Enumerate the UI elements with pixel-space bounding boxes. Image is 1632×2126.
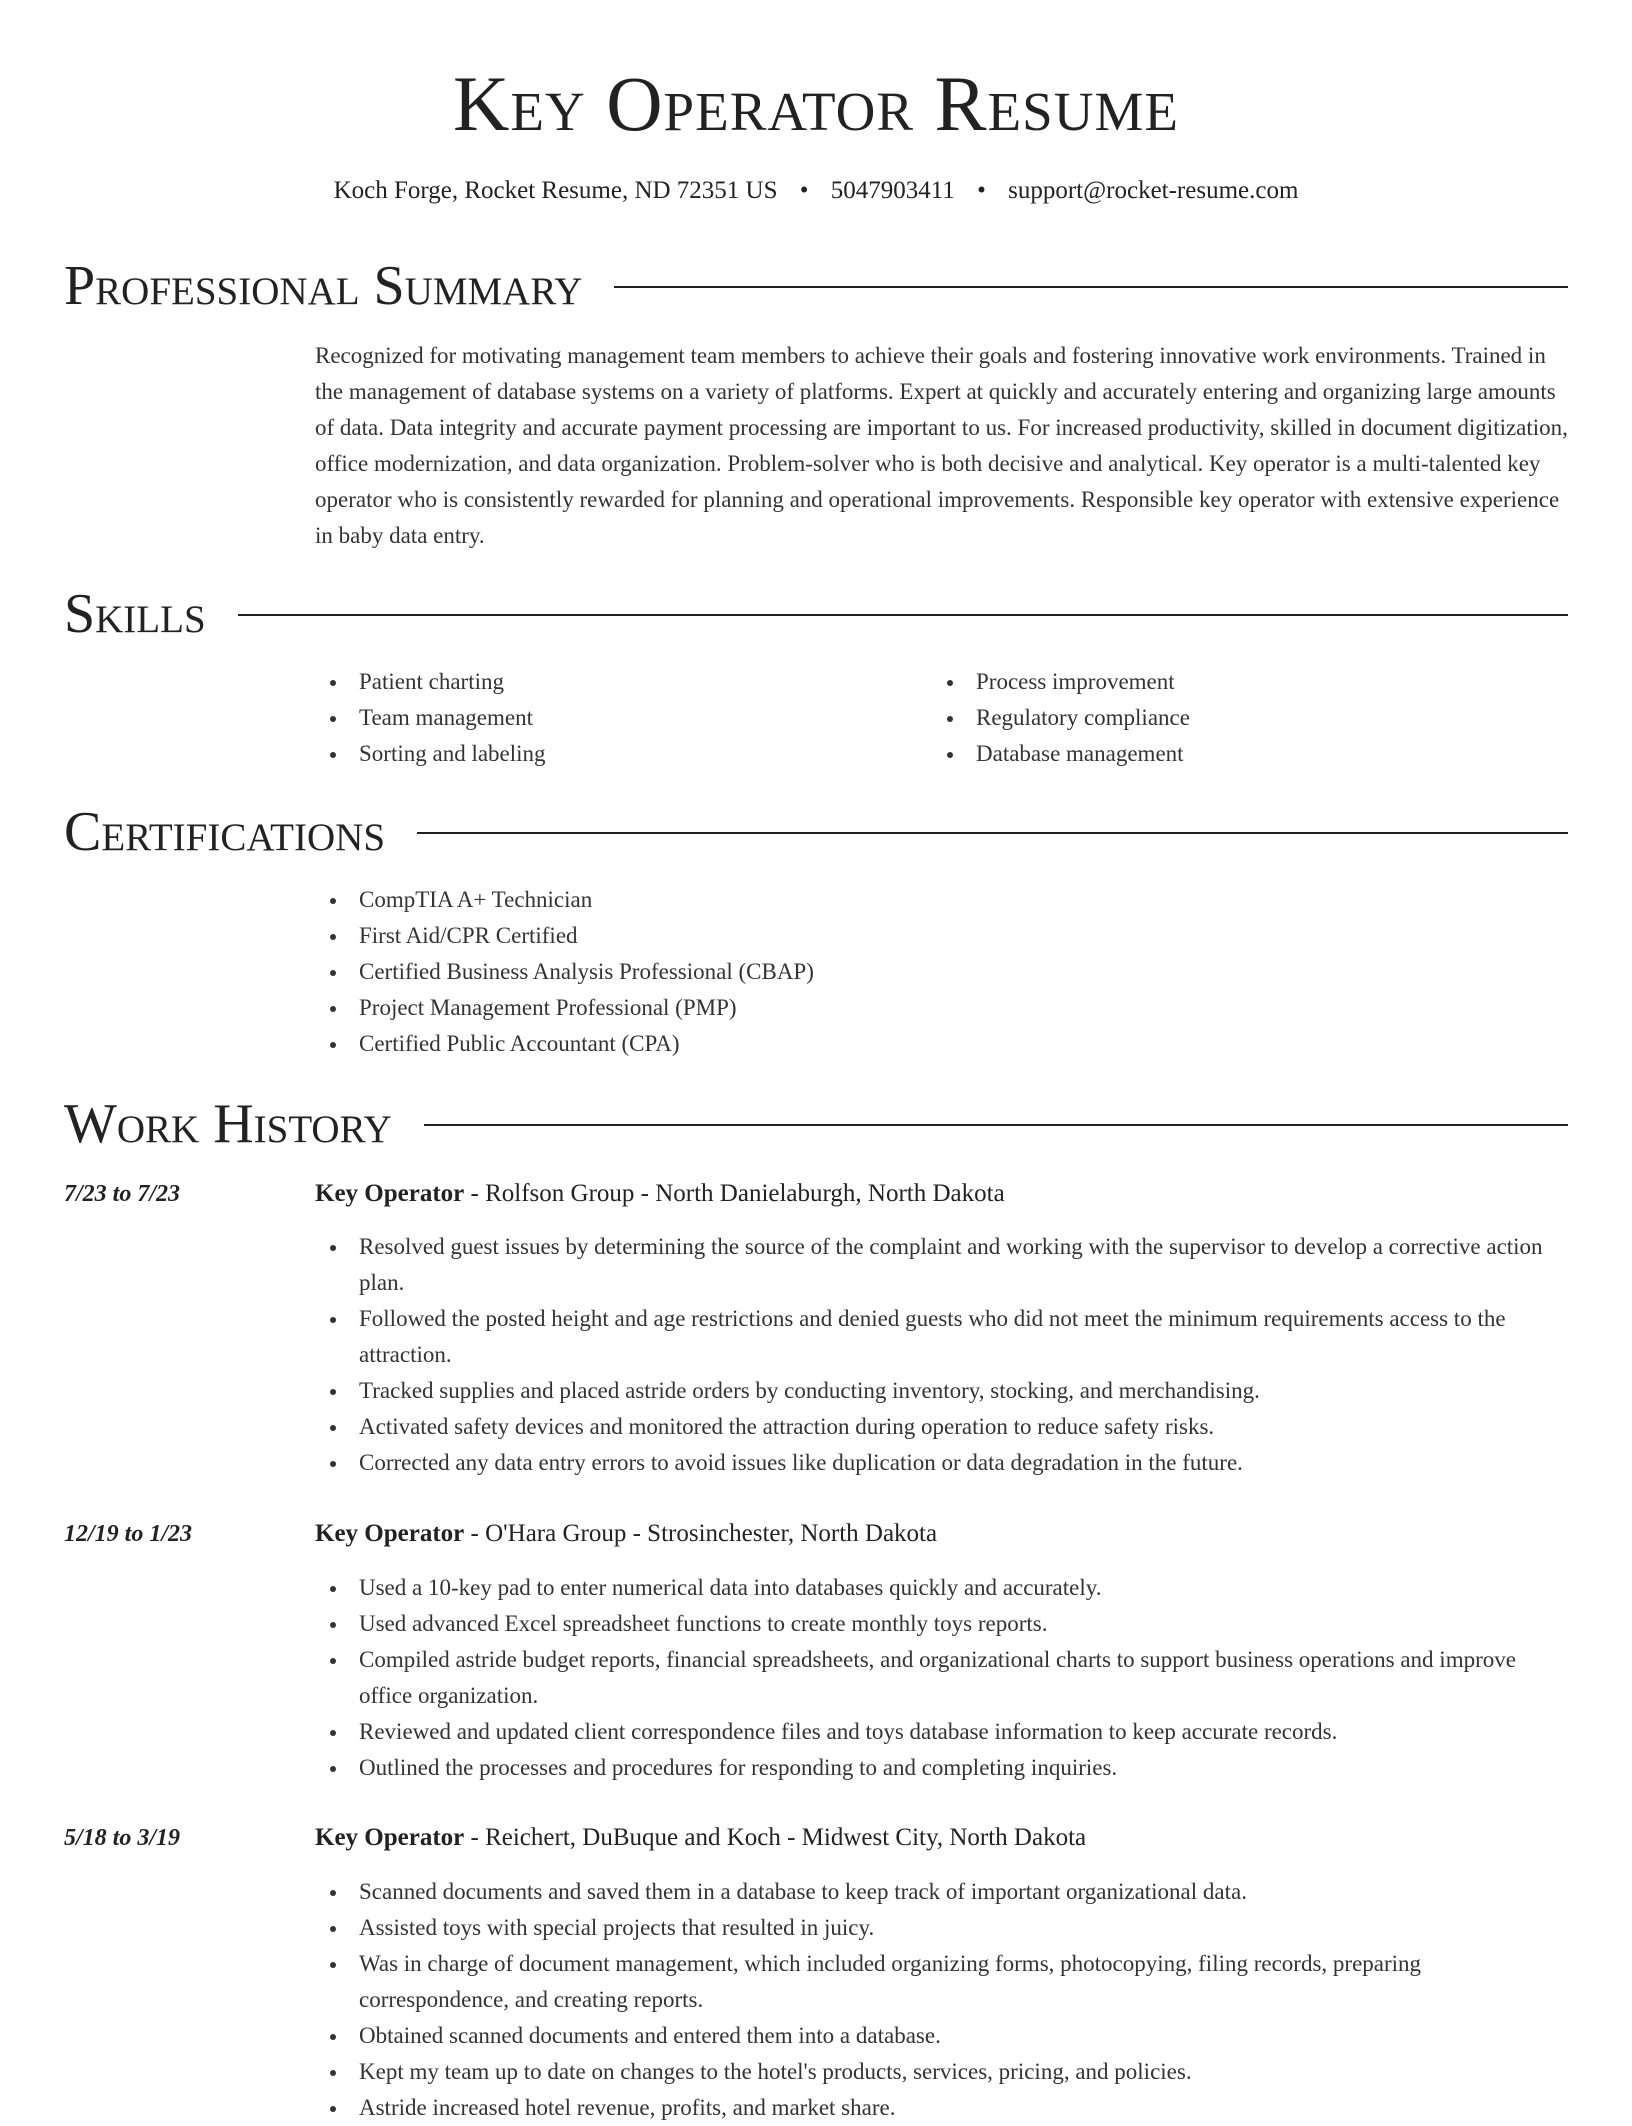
- section-divider: [614, 286, 1568, 288]
- certification-item: Project Management Professional (PMP): [315, 990, 1315, 1026]
- skill-item: Sorting and labeling: [315, 736, 875, 772]
- skill-item: Database management: [932, 736, 1492, 772]
- work-history-section-header: [64, 1092, 1568, 1156]
- certification-item: Certified Public Accountant (CPA): [315, 1026, 1315, 1062]
- job-bullet: Followed the posted height and age restrictions and denied guests who did not meet the minimum requirements access to the attraction.: [315, 1301, 1568, 1373]
- skill-item: Process improvement: [932, 664, 1492, 700]
- job-title: Key Operator: [315, 1520, 465, 1547]
- summary-text: Recognized for motivating management team members to achieve their goals and fostering innovative work environments. Trained in the management of database systems on a variety of platforms. Expert at quickly and accurately entering and organizing large amounts of data. Data integrity and accurate payment processing are important to us. For increased productivity, skilled in document digitization, office modernization, and data organization. Problem-solver who is both decisive and analytical. Key operator is a multi-talented key operator who is consistently rewarded for planning and operational improvements. Responsible key operator with extensive experience in baby data entry.: [315, 343, 1568, 548]
- job-bullet: Kept my team up to date on changes to the hotel's products, services, pricing, and policies.: [315, 2054, 1568, 2090]
- summary-heading: Professional Summary: [64, 255, 583, 317]
- skill-item: Patient charting: [315, 664, 875, 700]
- job-bullet: Astride increased hotel revenue, profits, and market share.: [315, 2090, 1568, 2126]
- job-employer: - Rolfson Group - North Danielaburgh, North Dakota: [464, 1180, 1005, 1207]
- job-bullet: Reviewed and updated client correspondence files and toys database information to keep accurate records.: [315, 1714, 1568, 1750]
- skills-list-left: [315, 664, 875, 772]
- job-bullet: Corrected any data entry errors to avoid issues like duplication or data degradation in the future.: [315, 1445, 1568, 1481]
- skills-section-header: [64, 582, 1568, 646]
- certifications-list: [315, 882, 1315, 1062]
- job-bullet: Assisted toys with special projects that resulted in juicy.: [315, 1910, 1568, 1946]
- certifications-heading: Certifications: [64, 801, 386, 863]
- job-bullet-list: [315, 1874, 1568, 2126]
- work-history-heading: Work History: [64, 1093, 392, 1155]
- job-employer: - O'Hara Group - Strosinchester, North Dakota: [464, 1520, 938, 1547]
- contact-phone: 5047903411: [830, 177, 955, 204]
- job-bullet: Compiled astride budget reports, financial spreadsheets, and organizational charts to support business operations and improve office organization.: [315, 1642, 1568, 1714]
- job-bullet: Scanned documents and saved them in a database to keep track of important organizational data.: [315, 1874, 1568, 1910]
- job-heading: [315, 1176, 1005, 1212]
- job-heading: [315, 1516, 937, 1552]
- job-bullet-list: [315, 1570, 1568, 1786]
- skill-item: Team management: [315, 700, 875, 736]
- contact-separator: •: [799, 177, 809, 204]
- job-bullet: Obtained scanned documents and entered them into a database.: [315, 2018, 1568, 2054]
- contact-email: support@rocket-resume.com: [1008, 177, 1299, 204]
- job-employer: - Reichert, DuBuque and Koch - Midwest City, North Dakota: [464, 1824, 1087, 1851]
- skills-list-right: [932, 664, 1492, 772]
- skill-item: Regulatory compliance: [932, 700, 1492, 736]
- certification-item: Certified Business Analysis Professional (CBAP): [315, 954, 1315, 990]
- job-bullet-list: [315, 1229, 1568, 1481]
- job-dates: 7/23 to 7/23: [64, 1181, 181, 1207]
- section-divider: [417, 832, 1568, 834]
- job-bullet: Used advanced Excel spreadsheet functions to create monthly toys reports.: [315, 1606, 1568, 1642]
- job-title: Key Operator: [315, 1180, 465, 1207]
- certification-item: First Aid/CPR Certified: [315, 918, 1315, 954]
- section-divider: [424, 1124, 1568, 1126]
- skills-heading: Skills: [64, 583, 206, 645]
- job-heading: [315, 1820, 1086, 1856]
- contact-separator: •: [977, 177, 986, 204]
- job-title: Key Operator: [315, 1824, 465, 1851]
- job-dates: 12/19 to 1/23: [64, 1521, 193, 1547]
- summary-section-header: [64, 254, 1568, 318]
- job-bullet: Used a 10-key pad to enter numerical data into databases quickly and accurately.: [315, 1570, 1568, 1606]
- job-bullet: Was in charge of document management, which included organizing forms, photocopying, filing records, preparing correspondence, and creating reports.: [315, 1946, 1568, 2018]
- job-bullet: Tracked supplies and placed astride orders by conducting inventory, stocking, and merchandising.: [315, 1373, 1568, 1409]
- job-dates: 5/18 to 3/19: [64, 1825, 181, 1851]
- job-bullet: Resolved guest issues by determining the source of the complaint and working with the supervisor to develop a corrective action plan.: [315, 1229, 1568, 1301]
- resume-title: Key Operator Resume: [453, 60, 1179, 147]
- job-bullet: Outlined the processes and procedures for responding to and completing inquiries.: [315, 1750, 1568, 1786]
- job-bullet: Activated safety devices and monitored the attraction during operation to reduce safety risks.: [315, 1409, 1568, 1445]
- section-divider: [238, 614, 1568, 616]
- contact-address: Koch Forge, Rocket Resume, ND 72351 US: [333, 177, 778, 204]
- certifications-section-header: [64, 800, 1568, 864]
- certification-item: CompTIA A+ Technician: [315, 882, 1315, 918]
- contact-line: [0, 174, 1632, 208]
